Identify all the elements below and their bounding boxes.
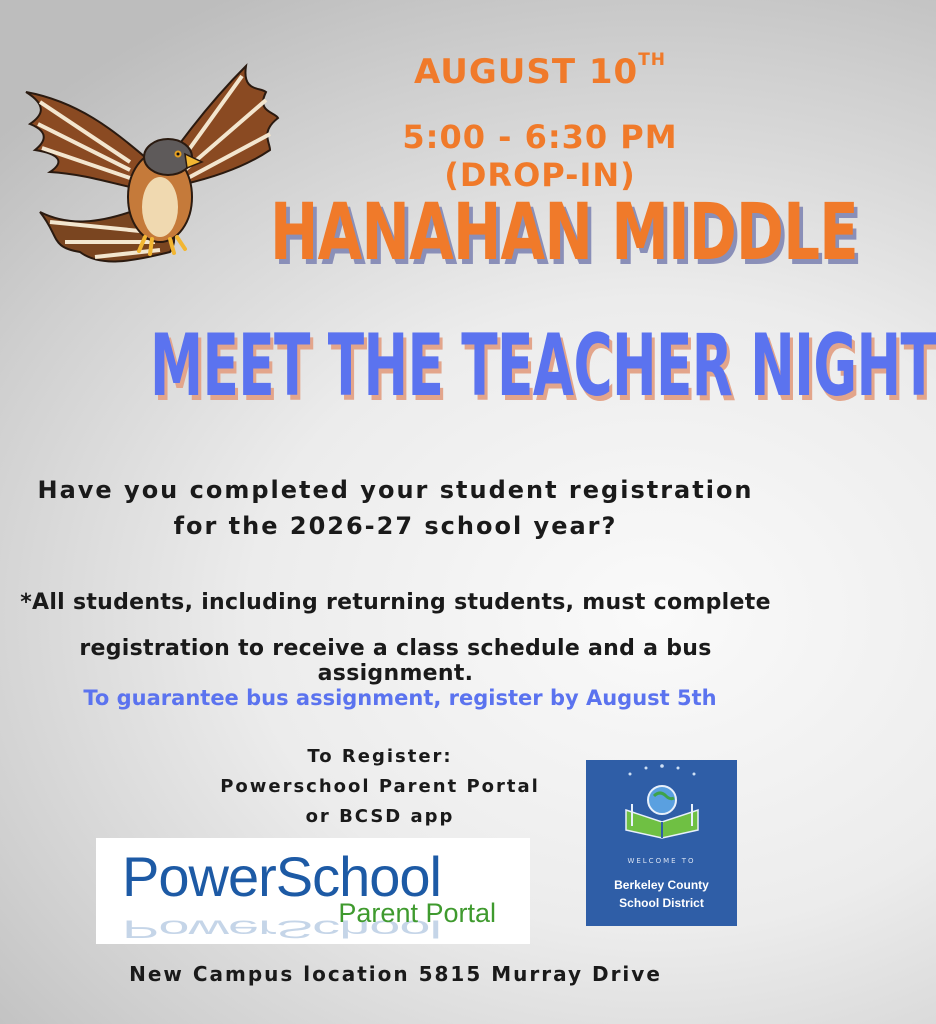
registration-question-line2: for the 2026-27 school year? xyxy=(173,512,618,540)
bcsd-welcome-text: WELCOME TO xyxy=(627,857,696,865)
register-method-portal: Powerschool Parent Portal xyxy=(220,776,540,797)
registration-question-line1: Have you completed your student registration xyxy=(37,476,754,504)
school-name: HANAHAN MIDDLE xyxy=(270,188,858,278)
hawk-icon xyxy=(20,62,282,274)
register-heading: To Register: xyxy=(307,746,453,767)
powerschool-logo xyxy=(96,838,530,944)
register-method-app: or BCSD app xyxy=(305,806,455,827)
powerschool-logo-reflection: PowerSchool xyxy=(122,915,441,944)
registration-note-line1: *All students, including returning students, must complete xyxy=(20,590,771,615)
registration-note-line2: registration to receive a class schedule and a bus assignment. xyxy=(79,636,712,686)
event-date-text: AUGUST 10 xyxy=(413,52,639,92)
event-date-suffix: TH xyxy=(638,50,667,70)
powerschool-logo-word: PowerSchool xyxy=(122,845,441,908)
event-title: MEET THE TEACHER NIGHT xyxy=(150,316,936,416)
registration-deadline: To guarantee bus assignment, register by August 5th xyxy=(83,686,717,710)
campus-address: New Campus location 5815 Murray Drive xyxy=(129,962,662,986)
event-time: 5:00 - 6:30 PM (DROP-IN) xyxy=(402,118,678,194)
bcsd-name-line2: School District xyxy=(619,896,704,910)
bcsd-logo xyxy=(586,760,737,926)
bcsd-name-line1: Berkeley County xyxy=(614,878,709,892)
open-book-globe-icon xyxy=(586,760,737,850)
event-date xyxy=(330,52,750,92)
powerschool-logo-subtitle: Parent Portal xyxy=(338,898,496,928)
